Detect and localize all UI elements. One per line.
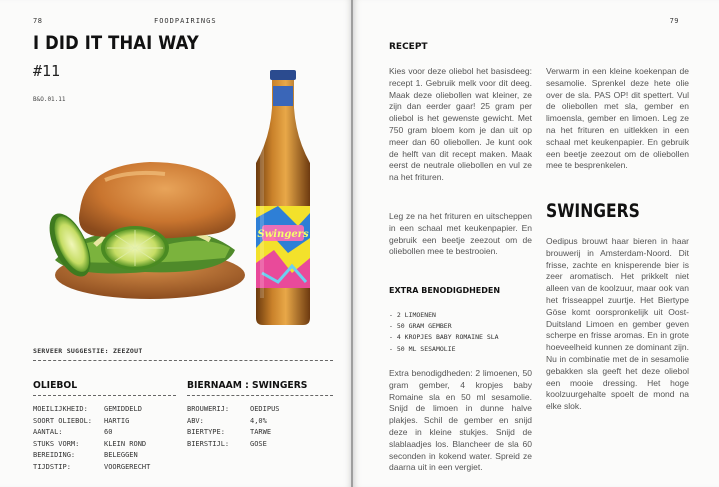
extra-text	[389, 368, 532, 474]
fact-row: BROUWERIJ: OEDIPUS	[187, 405, 280, 413]
recept-paragraph-2: Leg ze na het frituren en uitscheppen in een schaal met keukenpapier. En gebruik een beetje zeezout om de oliebollen mee te bestrooien.	[389, 211, 532, 257]
left-page	[0, 0, 352, 487]
swingers-heading: SWINGERS	[546, 200, 640, 222]
page-number-right: 79	[669, 17, 679, 25]
recept-heading: RECEPT	[389, 42, 428, 52]
divider-dashed-top	[33, 360, 333, 361]
recept-text-col2	[546, 66, 689, 172]
page-number-left: 78	[33, 17, 43, 25]
fact-row: BIERSTIJL: GOSE	[187, 439, 267, 448]
recept-paragraph-3: Verwarm in een kleine koekenpan de sesamolie. Sprenkel deze hete olie over de sla. PAS OP! dit spettert. Vul de oliebollen met sla, gember en limoensla, gember en limoen. Leg ze na het frituren en uitlekken in een schaal met keukenpapier. En gebruik een beetje zeezout om de oliebollen mee te besprenkelen.	[546, 66, 689, 171]
beer-heading: BIERNAAM : SWINGERS	[187, 380, 308, 391]
oliebol-burger-photo	[35, 150, 250, 310]
fact-row: BEREIDING: BELEGGEN	[33, 451, 138, 460]
beer-facts	[187, 404, 280, 450]
recept-text-col1b	[389, 211, 532, 258]
divider-beer	[187, 395, 333, 396]
serving-suggestion: SERVEER SUGGESTIE: ZEEZOUT	[33, 347, 143, 355]
ingredient-list	[389, 310, 499, 355]
fact-row: SOORT OLIEBOL: HARTIG	[33, 416, 130, 425]
fact-row: ABV: 4,0%	[187, 416, 267, 425]
recept-paragraph-1: Kies voor deze oliebol het basisdeeg: recept 1. Gebruik melk voor dit deeg. Maak deze oliebollen wat kleiner, ze zijn dan eerder gaar! 25 gram per oliebol is het gewenste gewicht. Met 750 gram bloem kom je dan uit op meer dan 60 oliebollen. Je kunt ook de helft van dit recept maken. Maak eerst de neutrale oliebollen en vul ze na het frituren.	[389, 66, 532, 183]
extra-heading: EXTRA BENODIGDHEDEN	[389, 286, 501, 295]
extra-paragraph: Extra benodigdheden: 2 limoenen, 50 gram gember, 4 kropjes baby Romaine sla en 50 ml sesamolie. Snijd de limoen in dunne halve plakjes. Schil de gember en snijd deze in kleine stukjes. Snijd de slablaadjes los. Blancheer de sla 60 seconden in kokend water. Spreid ze daarna uit in een vergiet.	[389, 368, 532, 473]
oliebol-facts	[33, 404, 150, 474]
list-item: - 50 ML SESAMOLIE	[389, 344, 456, 353]
list-item: - 4 KROPJES BABY ROMAINE SLA	[389, 333, 499, 342]
swingers-paragraph: Oedipus brouwt haar bieren in haar brouwerij in Amsterdam-Noord. Dit frisse, zachte en knisperende bier is zeer aromatisch. Het prikkelt niet alleen van de koolzuur, maar ook van het frisseappel zuurtje. Het Biertype Göse komt oorspronkelijk uit Oost-Duitsland Limoen en gember geven scherpe en frisse aromas. En in grote hoeveelheid kunnen ze dominant zijn. Nu in combinatie met de in sesamolie gebakken sla geeft het deze oliebol een mooie dressing. Het hoge koolzuurgehalte spoelt de mond na elke slok.	[546, 236, 689, 412]
recept-text-col1	[389, 66, 532, 184]
swingers-text	[546, 236, 689, 413]
right-page	[353, 0, 719, 487]
fact-row: AANTAL: 60	[33, 428, 113, 437]
fact-row: MOEILIJKHEID: GEMIDDELD	[33, 405, 142, 413]
list-item: - 2 LIMOENEN	[389, 311, 436, 319]
recipe-code: B&O.01.11	[33, 96, 66, 103]
divider-oliebol	[33, 395, 176, 396]
page-title: I DID IT THAI WAY	[33, 32, 199, 54]
oliebol-heading: OLIEBOL	[33, 380, 78, 391]
section-label: FOODPAIRINGS	[154, 17, 217, 25]
list-item: - 50 GRAM GEMBER	[389, 322, 452, 331]
fact-row: STUKS VORM: KLEIN ROND	[33, 439, 147, 448]
bottle-label: Swingers	[257, 229, 309, 240]
fact-row: BIERTYPE: TARWE	[187, 428, 272, 437]
beer-bottle-image	[248, 68, 318, 328]
fact-row: TIJDSTIP: VOORGERECHT	[33, 462, 151, 471]
recipe-number: #11	[33, 62, 61, 80]
